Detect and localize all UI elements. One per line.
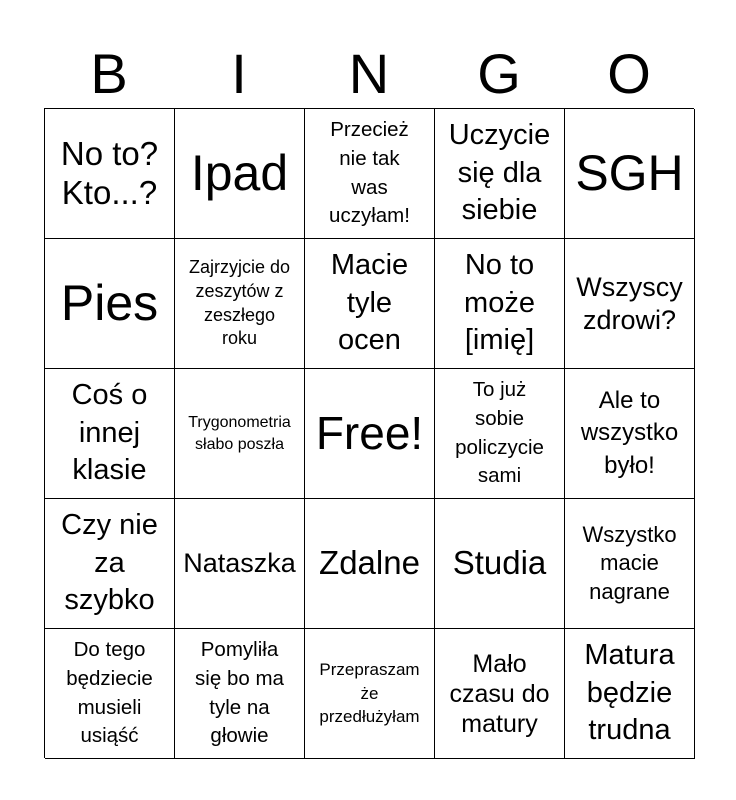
bingo-cell-r3-c5[interactable] [565,369,695,499]
bingo-cell-r3-c2[interactable] [175,369,305,499]
bingo-board [44,108,694,758]
cell-label: Studia [452,544,547,582]
bingo-cell-r4-c3[interactable] [305,499,435,629]
cell-label: Przecież nie tak was uczyłam! [329,118,410,228]
bingo-cell-r1-c4[interactable] [435,109,565,239]
bingo-header [44,40,694,108]
cell-label: Wszyscy zdrowi? [576,272,683,335]
bingo-cell-r5-c2[interactable] [175,629,305,759]
bingo-cell-r2-c2[interactable] [175,239,305,369]
cell-label: Nataszka [183,548,296,579]
cell-label: To już sobie policzycie sami [455,378,544,488]
free-space-label: Free! [315,407,424,460]
cell-label: Zdalne [319,544,420,582]
bingo-cell-r4-c1[interactable] [45,499,175,629]
bingo-cell-r5-c4[interactable] [435,629,565,759]
bingo-cell-r5-c1[interactable] [45,629,175,759]
bingo-cell-r1-c1[interactable] [45,109,175,239]
bingo-cell-r2-c1[interactable] [45,239,175,369]
bingo-cell-r4-c2[interactable] [175,499,305,629]
bingo-cell-r1-c5[interactable] [565,109,695,239]
bingo-cell-r1-c2[interactable] [175,109,305,239]
bingo-cell-r3-c1[interactable] [45,369,175,499]
bingo-cell-r5-c5[interactable] [565,629,695,759]
cell-label: Trygonometria słabo poszła [188,413,291,453]
cell-label: Coś o innej klasie [71,378,148,487]
cell-label: Ipad [190,145,289,201]
header-letter-n: N [348,42,390,105]
bingo-cell-r2-c3[interactable] [305,239,435,369]
header-letter-b: B [90,42,128,105]
cell-label: Uczycie się dla siebie [448,118,551,227]
bingo-cell-free[interactable] [305,369,435,499]
cell-label: Pies [60,275,159,331]
bingo-cell-r3-c4[interactable] [435,369,565,499]
bingo-cell-r5-c3[interactable] [305,629,435,759]
header-letter-o: O [607,42,651,105]
cell-label: Do tego będziecie musieli usiąść [66,638,153,748]
header-letter-i: I [231,42,247,105]
cell-label: Zajrzyjcie do zeszytów z zeszłego roku [188,256,291,349]
cell-label: Matura będzie trudna [584,638,675,747]
cell-label: Pomyliła się bo ma tyle na głowie [195,638,284,748]
cell-label: Mało czasu do matury [449,649,550,738]
bingo-cell-r2-c4[interactable] [435,239,565,369]
cell-label: Ale to wszystko było! [580,386,679,479]
bingo-cell-r2-c5[interactable] [565,239,695,369]
cell-label: SGH [575,145,684,201]
cell-label: Macie tyle ocen [330,248,409,357]
cell-label: Czy nie za szybko [61,508,158,617]
header-letter-g: G [477,42,521,105]
cell-label: No to? Kto...? [60,134,159,211]
cell-label: No to może [imię] [464,248,535,357]
bingo-cell-r1-c3[interactable] [305,109,435,239]
cell-label: Przepraszam że przedłużyłam [319,659,420,727]
bingo-cell-r4-c4[interactable] [435,499,565,629]
bingo-cell-r4-c5[interactable] [565,499,695,629]
cell-label: Wszystko macie nagrane [582,521,677,604]
